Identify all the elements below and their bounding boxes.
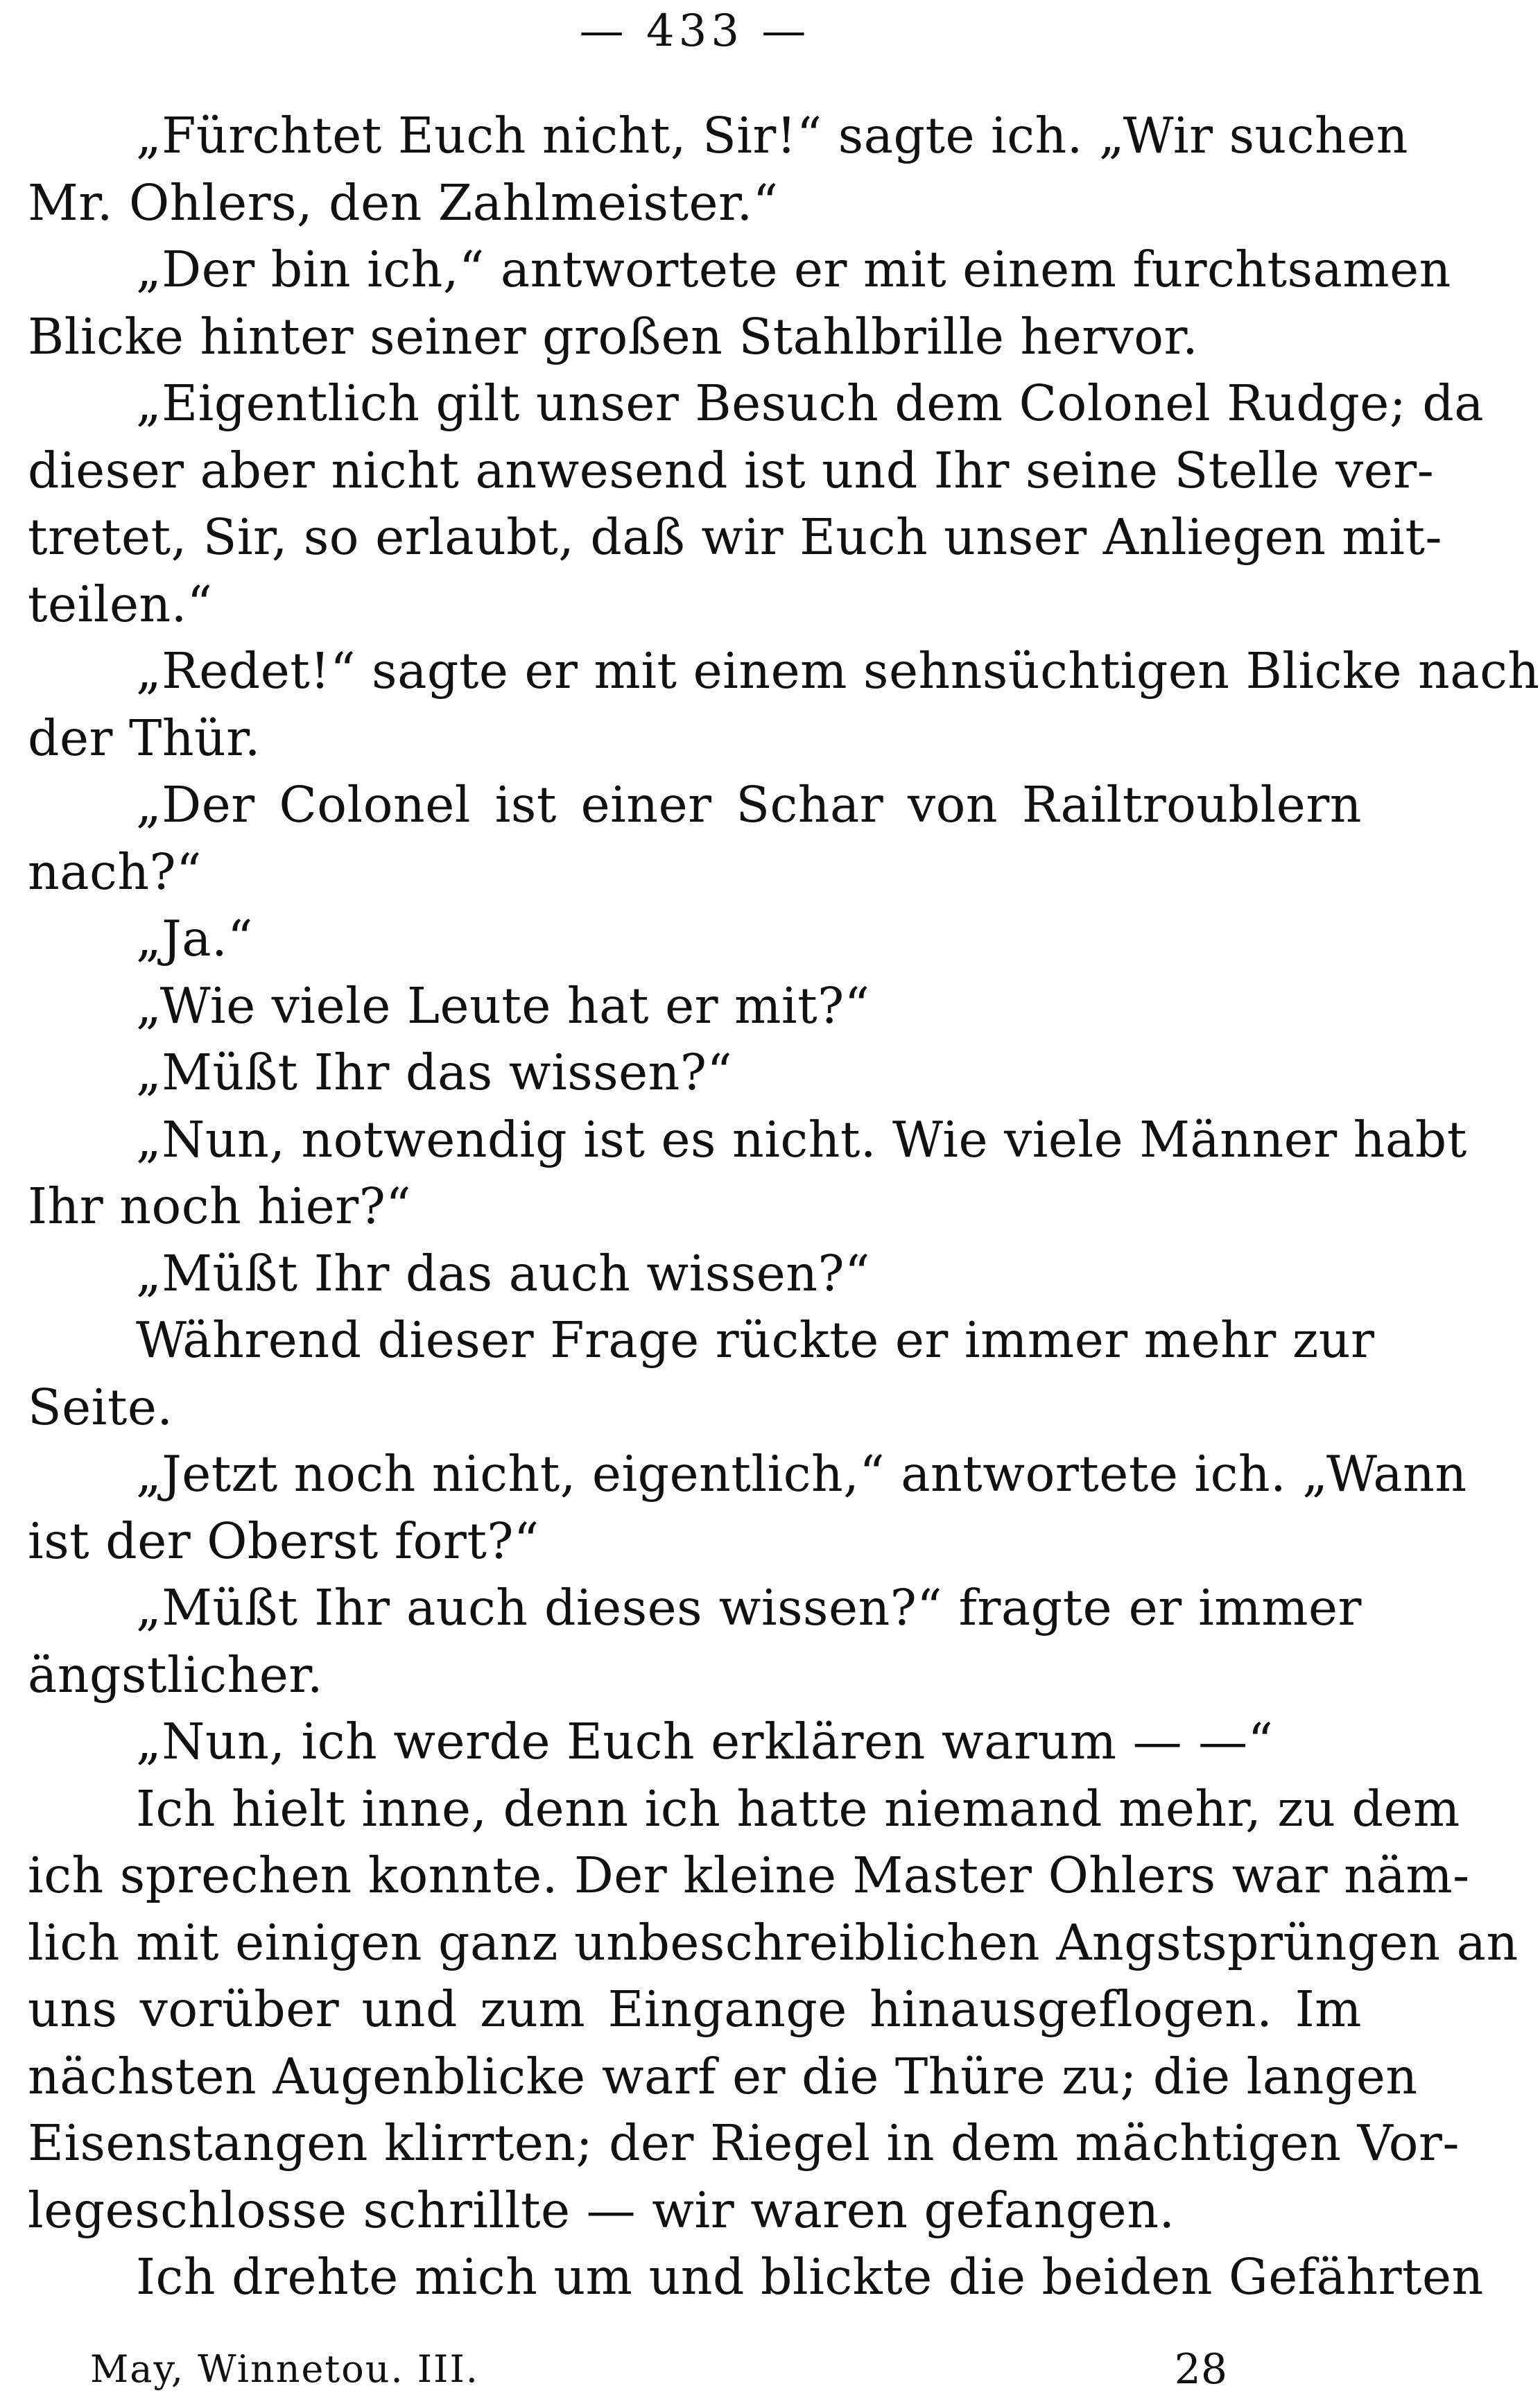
text-line: ich sprechen konnte. Der kleine Master Ohlers war näm- <box>28 1847 1470 1904</box>
text-line: „Fürchtet Euch nicht, Sir!“ sagte ich. „Wir suchen <box>136 107 1409 164</box>
text-line: Während dieser Frage rückte er immer mehr zur <box>136 1311 1375 1369</box>
text-line: Mr. Ohlers, den Zahlmeister.“ <box>28 173 779 232</box>
body-text <box>28 103 1540 2311</box>
page-footer <box>90 2345 1227 2394</box>
text-line: „Nun, notwendig ist es nicht. Wie viele Männer habt <box>136 1110 1467 1168</box>
text-line: Ich hielt inne, denn ich hatte niemand mehr, zu dem <box>136 1779 1460 1838</box>
text-line: „Der Colonel ist einer Schar von Railtroublern <box>136 776 1362 833</box>
text-line: „Redet!“ sagte er mit einem sehnsüchtigen Blicke nach <box>136 642 1540 700</box>
text-line: „Ja.“ <box>136 910 253 967</box>
text-line: „Müßt Ihr das auch wissen?“ <box>136 1244 870 1302</box>
text-line: lich mit einigen ganz unbeschreiblichen Angstsprüngen an <box>28 1913 1519 1971</box>
text-line: „Der bin ich,“ antwortete er mit einem furchtsamen <box>136 241 1451 298</box>
text-line: „Müßt Ihr das wissen?“ <box>136 1044 733 1101</box>
text-line: legeschlosse schrillte — wir waren gefangen. <box>28 2181 1175 2239</box>
text-line: Seite. <box>28 1378 173 1436</box>
text-line: „Jetzt noch nicht, eigentlich,“ antwortete ich. „Wann <box>136 1445 1467 1503</box>
text-line: „Wie viele Leute hat er mit?“ <box>136 976 870 1035</box>
text-line: ist der Oberst fort?“ <box>28 1512 539 1570</box>
text-line: Ihr noch hier?“ <box>28 1177 412 1235</box>
sheet-number: 28 <box>1174 2345 1227 2394</box>
text-line: teilen.“ <box>28 575 213 633</box>
text-line: „Müßt Ihr auch dieses wissen?“ fragte er immer <box>136 1579 1362 1636</box>
text-line: „Nun, ich werde Euch erklären warum — —“ <box>136 1713 1274 1770</box>
page-number-header: — 433 — <box>579 6 811 57</box>
signature-mark: May, Winnetou. III. <box>90 2347 479 2391</box>
text-line: uns vorüber und zum Eingange hinausgeflogen. Im <box>28 1980 1362 2038</box>
text-line: der Thür. <box>28 709 261 767</box>
text-line: Eisenstangen klirrten; der Riegel in dem mächtigen Vor- <box>28 2114 1460 2172</box>
text-line: nächsten Augenblicke warf er die Thüre zu; die langen <box>28 2047 1418 2105</box>
text-line: tretet, Sir, so erlaubt, daß wir Euch unser Anliegen mit- <box>28 508 1442 566</box>
text-line: Blicke hinter seiner großen Stahlbrille hervor. <box>28 307 1199 365</box>
text-line: ängstlicher. <box>28 1645 324 1704</box>
text-line: dieser aber nicht anwesend ist und Ihr seine Stelle ver- <box>28 441 1435 499</box>
text-line: Ich drehte mich um und blickte die beiden Gefährten <box>136 2248 1484 2306</box>
text-line: nach?“ <box>28 843 202 901</box>
text-line: „Eigentlich gilt unser Besuch dem Colonel Rudge; da <box>136 374 1485 432</box>
